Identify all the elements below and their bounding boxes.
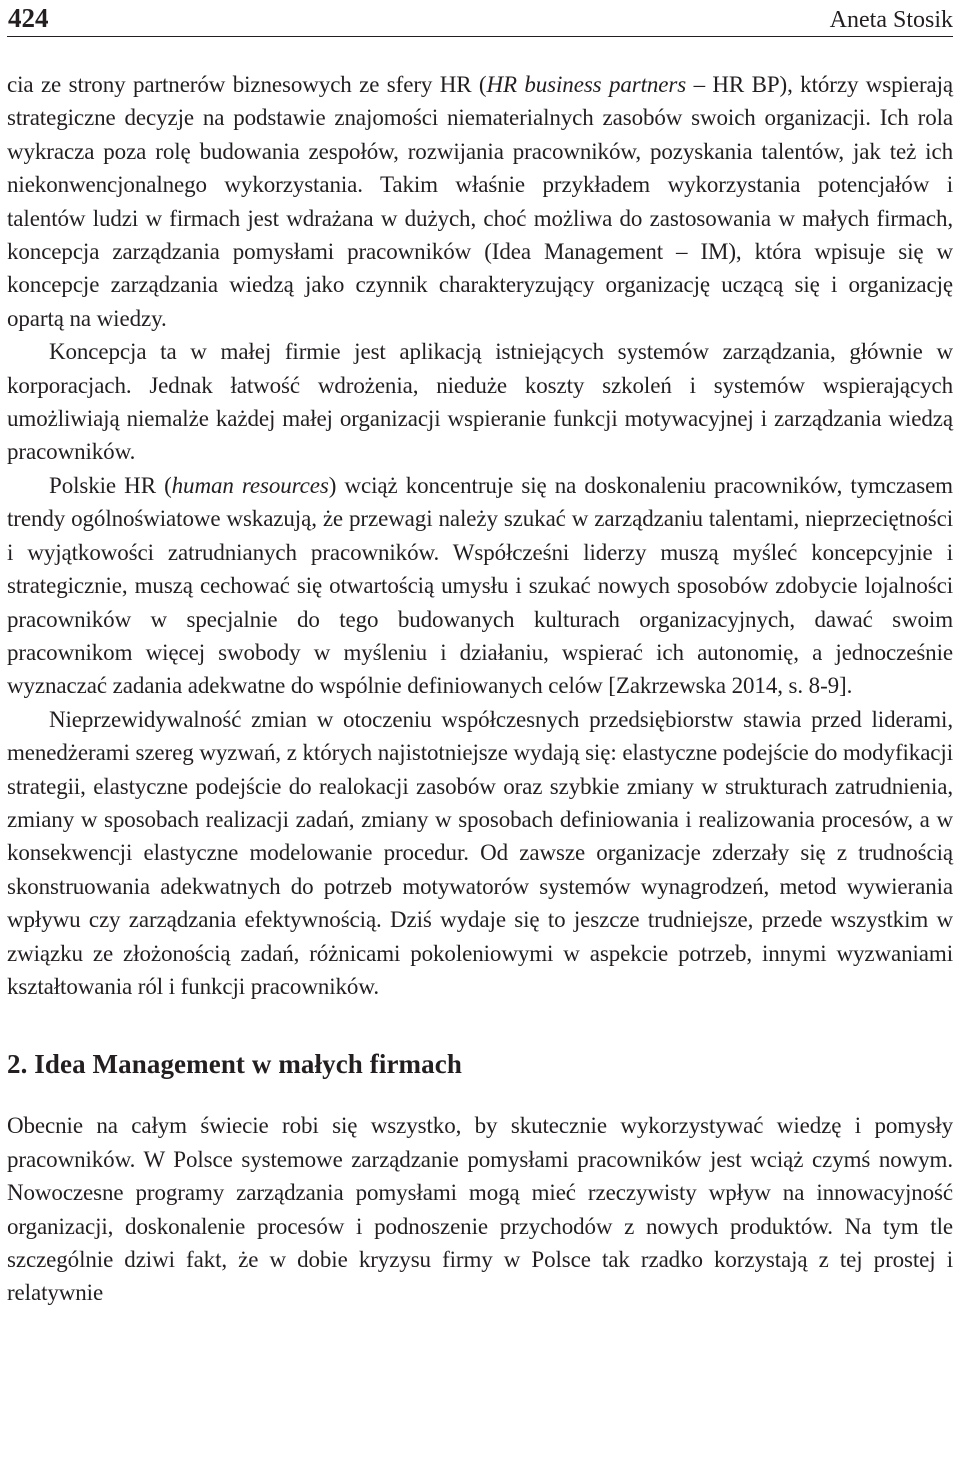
paragraph-1-text-a: cia ze strony partnerów biznesowych ze sfery HR (: [7, 72, 487, 97]
paragraph-1: [7, 68, 953, 335]
body-text: [7, 68, 953, 1310]
paragraph-2: Koncepcja ta w małej firmie jest aplikacją istniejących systemów zarządzania, głównie w korporacjach. Jednak łatwość wdrożenia, nieduże koszty szkoleń i systemów wspierających umożliwiają niemalże każdej małej organizacji wspieranie funkcji motywacyjnej i zarządzania wiedzą pracowników.: [7, 339, 953, 465]
paragraph-3: [7, 469, 953, 703]
paragraph-3-text-a: Polskie HR (: [49, 472, 172, 498]
running-header: [7, 2, 953, 37]
page-number: 424: [8, 3, 49, 33]
paragraph-4: Nieprzewidywalność zmian w otoczeniu współczesnych przedsiębiorstw stawia przed liderami, menedżerami szereg wyzwań, z których najistotniejsze wydają się: elastyczne podejście do modyfikacji strategii, elastyczne podejście do realokacji zasobów oraz szybkie zmiany w strukturach zatrudnienia, zmiany w sposobach realizacji zadań, zmiany w sposobach definiowania i realizowania procesów, a w konsekwencji elastyczne modelowanie procedur. Od zawsze organizacje zderzały się z trudnością skonstruowania adekwatnych do potrzeb motywatorów systemów wynagrodzeń, metod wywierania wpływu czy zarządzania efektywnością. Dziś wydaje się to jeszcze trudniejsze, przede wszystkim w związku ze złożonością zadań, różnicami pokoleniowymi w aspekcie potrzeb, innymi wyzwaniami kształtowania ról i funkcji pracowników.: [7, 706, 953, 999]
paragraph-5: Obecnie na całym świecie robi się wszystko, by skutecznie wykorzystywać wiedzę i pomysły pracowników. W Polsce systemowe zarządzanie pomysłami pracowników jest wciąż czymś nowym. Nowoczesne programy zarządzania pomysłami mogą mieć rzeczywisty wpływ na innowacyjność organizacji, doskonalenie procesów i podnoszenie przychodów z nowych produktów. Na tym tle szczególnie dziwi fakt, że w dobie kryzysu firmy w Polsce tak rzadko korzystają z tej prostej i relatywnie: [7, 1113, 953, 1306]
paragraph-3-text-b: ) wciąż koncentruje się na doskonaleniu pracowników, tymczasem trendy ogólnoświatowe wskazują, że przewagi należy szukać w zarządzaniu talentami, nieprzeciętności i wyjątkowości zatrudnianych pracowników. Współcześni liderzy muszą myśleć koncepcyjnie i strategicznie, muszą cechować się otwartością umysłu i szukać nowych sposobów zdobycie lojalności pracowników w specjalnie do tego budowanych kulturach organizacyjnych, dawać swoim pracownikom więcej swobody w myśleniu i działaniu, wspierać ich autonomię, a jednocześnie wyznaczać zadania adekwatne do wspólnie definiowanych celów [Zakrzewska 2014, s. 8-9].: [7, 472, 953, 699]
document-page: [7, 0, 953, 1484]
paragraph-1-italic-term: HR business partners: [486, 72, 687, 97]
section-heading: 2. Idea Management w małych firmach: [7, 1049, 462, 1080]
paragraph-1-text-b: – HR BP), którzy wspierają strategiczne decyzje na podstawie znajomości niematerialnych zasobów swoich organizacji. Ich rola wykracza poza rolę budowania zespołów, rozwijania pracowników, pozyskania talentów, jak też ich niekonwencjonalnego wykorzystania. Takim właśnie przykładem wykorzystania potencjałów i talentów ludzi w firmach jest wdrażana w dużych, choć możliwa do zastosowania w małych firmach, koncepcja zarządzania pomysłami pracowników (Idea Management – IM), która wpisuje się w koncepcje zarządzania wiedzą jako czynnik charakteryzujący organizację uczącą się i organizację opartą na wiedzy.: [7, 72, 954, 331]
paragraph-3-italic-term: human resources: [171, 472, 329, 498]
running-head-author: Aneta Stosik: [829, 7, 953, 33]
